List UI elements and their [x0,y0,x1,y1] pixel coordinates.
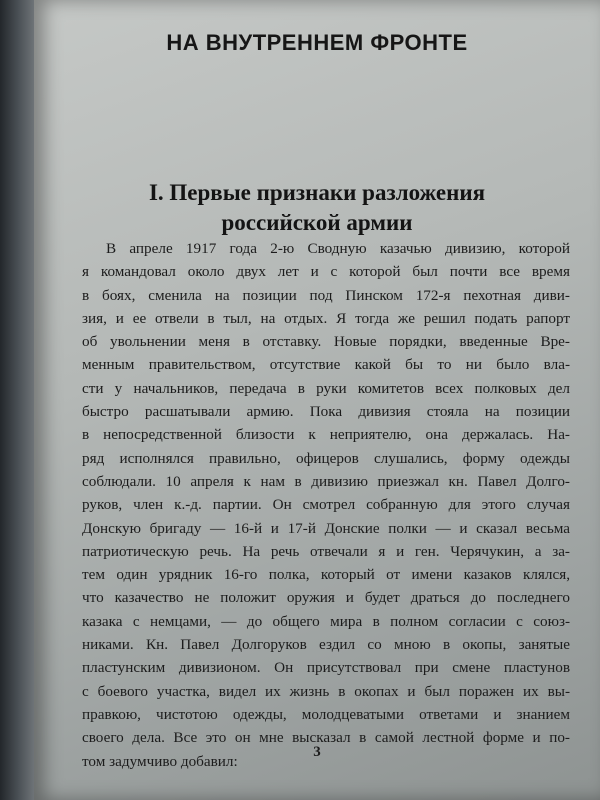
text-line: своего дела. Все это он мне высказал в самой лестной форме и по- [82,729,570,747]
text-line: быстро расшатывали армию. Пока дивизия стояла на позиции [82,403,570,421]
body-paragraph [82,237,570,773]
text-line: об увольнении меня в отставку. Новые порядки, введенные Вре- [82,333,570,351]
text-line: с боевого участка, видел их жизнь в окопах и был поражен их вы- [82,682,570,700]
text-line: зия, и ее отвели в тыл, на отдых. Я тогда же решил подать рапорт [82,309,570,327]
text-line: никами. Кн. Павел Долгоруков ездил со мною в окопы, занятые [82,636,570,654]
text-line: я командовал около двух лет и с которой был почти все время [82,263,570,281]
text-line: правкою, чистотою одежды, молодцеватыми ответами и знанием [82,705,570,723]
section-heading-line-1: I. Первые признаки разложения [148,180,486,205]
text-line: В апреле 1917 года 2-ю Сводную казачью дивизию, которой [106,240,570,257]
text-line: казака с немцами, — до общего мира в полном согласии с союз- [82,612,570,630]
chapter-title: НА ВНУТРЕННЕМ ФРОНТЕ [166,30,468,55]
text-line: патриотическую речь. На речь отвечали я и ген. Черячукин, а за- [82,542,570,560]
text-line: том задумчиво добавил: [82,752,238,770]
book-spine-shadow [0,0,34,800]
text-line: пластунским дивизионом. Он присутствовал при смене пластунов [82,659,570,677]
text-line: что казачество не положит оружия и будет драться до последнего [82,589,570,607]
text-line: сти у начальников, передача в руки комитетов всех полковых дел [82,379,570,397]
page-number: 3 [313,744,321,760]
section-heading-line-2: российской армии [221,210,413,235]
text-line: менным правительством, отсутствие какой бы то ни было вла- [82,356,570,374]
text-line: в боях, сменила на позиции под Пинском 172-я пехотная диви- [82,286,570,304]
text-line: соблюдали. 10 апреля к нам в дивизию приезжал кн. Павел Долго- [82,472,570,490]
text-line: Донскую бригаду — 16-й и 17-й Донские полки — и сказал весьма [82,519,570,537]
text-line: ряд исполнялся правильно, офицеров слушались, форму одежды [82,449,570,467]
text-line: тем один урядник 16-го полка, который от имени казаков клялся, [82,566,570,584]
text-line: руков, член к.-д. партии. Он смотрел собранную для этого случая [82,496,570,514]
book-page [34,0,600,800]
text-line: в непосредственной близости к неприятелю, она держалась. На- [82,426,570,444]
section-heading [94,178,540,238]
